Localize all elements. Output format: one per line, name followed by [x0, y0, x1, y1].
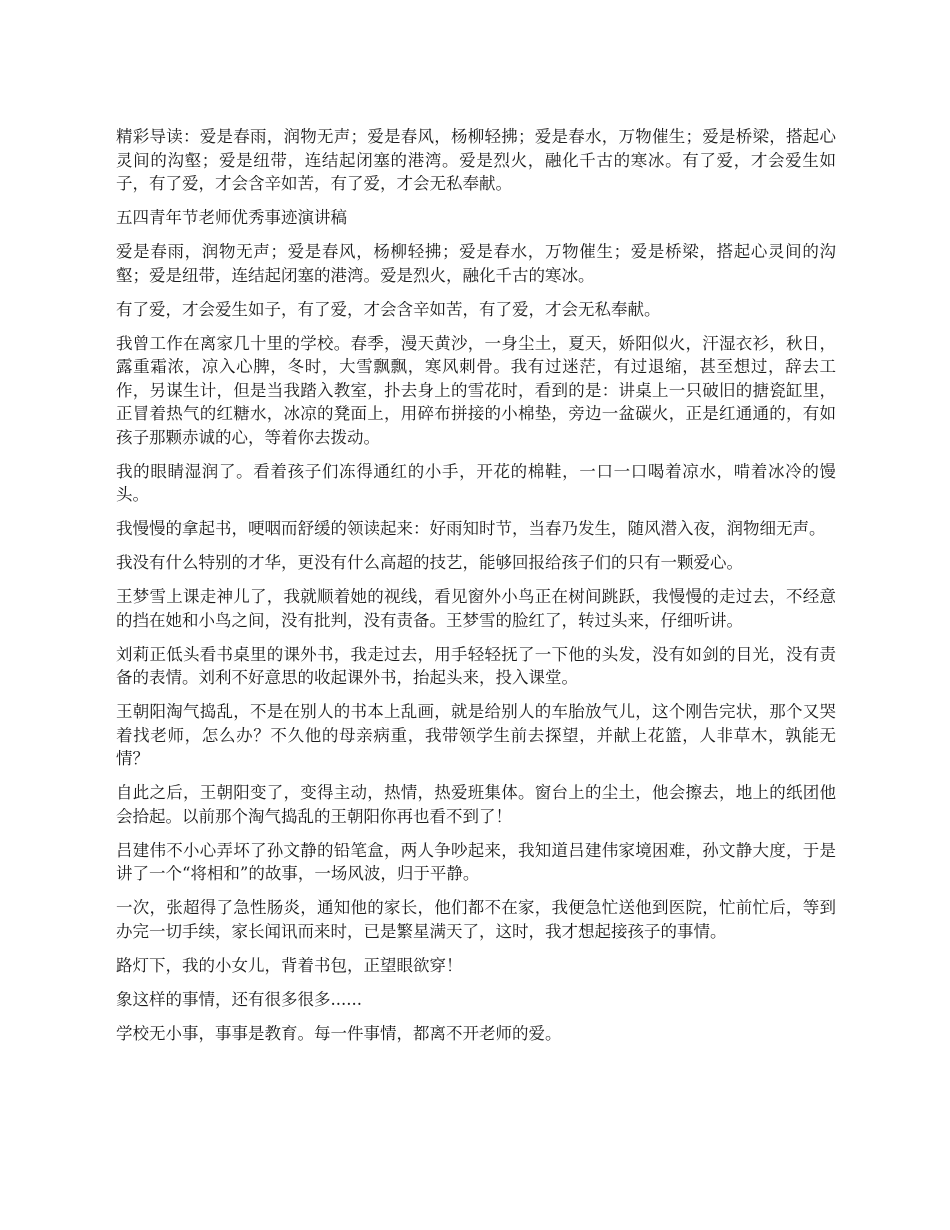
body-paragraph: 路灯下，我的小女儿，背着书包，正望眼欲穿！ [116, 955, 463, 975]
body-paragraph: 王梦雪上课走神儿了，我就顺着她的视线，看见窗外小鸟正在树间跳跃，我慢慢的走过去，不经意的挡在她和小鸟之间，没有批判，没有责备。王梦雪的脸红了，转过头来，仔细听讲。 [116, 587, 836, 630]
document-title: 五四青年节老师优秀事迹演讲稿 [116, 208, 347, 227]
intro-paragraph: 精彩导读：爱是春雨，润物无声；爱是春风，杨柳轻拂；爱是春水，万物催生；爱是桥梁，搭起心灵间的沟壑；爱是纽带，连结起闭塞的港湾。爱是烈火，融化千古的寒冰。有了爱，才会爱生如子，有了爱，才会含辛如苦，有了爱，才会无私奉献。 [116, 127, 836, 193]
body-paragraph: 刘莉正低头看书桌里的课外书，我走过去，用手轻轻抚了一下他的头发，没有如剑的目光，没有责备的表情。刘利不好意思的收起课外书，抬起头来，投入课堂。 [116, 644, 836, 687]
body-paragraph: 我慢慢的拿起书，哽咽而舒缓的领读起来：好雨知时节，当春乃发生，随风潜入夜，润物细无声。 [116, 519, 826, 538]
body-paragraph: 学校无小事，事事是教育。每一件事情，都离不开老师的爱。 [116, 1023, 562, 1043]
body-paragraph: 我没有什么特别的才华，更没有什么高超的技艺，能够回报给孩子们的只有一颗爱心。 [116, 553, 743, 572]
body-paragraph: 自此之后，王朝阳变了，变得主动，热情，热爱班集体。窗台上的尘土，他会擦去，地上的纸团他会拾起。以前那个淘气捣乱的王朝阳你再也看不到了！ [116, 783, 836, 826]
body-paragraph: 一次，张超得了急性肠炎，通知他的家长，他们都不在家，我便急忙送他到医院，忙前忙后，等到办完一切手续，家长闻讯而来时，已是繁星满天了，这时，我才想起接孩子的事情。 [116, 898, 836, 941]
body-paragraph: 有了爱，才会爱生如子，有了爱，才会含辛如苦，有了爱，才会无私奉献。 [116, 299, 661, 319]
body-paragraph: 王朝阳淘气捣乱，不是在别人的书本上乱画，就是给别人的车胎放气儿，这个刚告完状，那个又哭着找老师，怎么办？不久他的母亲病重，我带领学生前去探望，并献上花篮，人非草木，孰能无情？ [116, 702, 836, 768]
body-paragraph: 我的眼睛湿润了。看着孩子们冻得通红的小手，开花的棉鞋，一口一口喝着凉水，啃着冰冷的馒头。 [116, 461, 836, 504]
body-paragraph: 象这样的事情，还有很多很多...... [116, 989, 362, 1009]
body-paragraph: 爱是春雨，润物无声；爱是春风，杨柳轻拂；爱是春水，万物催生；爱是桥梁，搭起心灵间的沟壑；爱是纽带，连结起闭塞的港湾。爱是烈火，融化千古的寒冰。 [116, 242, 836, 285]
document-body [116, 125, 836, 1056]
body-paragraph: 吕建伟不小心弄坏了孙文静的铅笔盒，两人争吵起来，我知道吕建伟家境困难，孙文静大度，于是讲了一个“将相和”的故事，一场风波，归于平静。 [116, 840, 836, 883]
body-paragraph: 我曾工作在离家几十里的学校。春季，漫天黄沙，一身尘土，夏天，娇阳似火，汗湿衣衫，秋日，露重霜浓，凉入心脾，冬时，大雪飘飘，寒风刺骨。我有过迷茫，有过退缩，甚至想过，辞去工作，另谋生计，但是当我踏入教室，扑去身上的雪花时，看到的是：讲桌上一只破旧的搪瓷缸里，正冒着热气的红糖水，冰凉的凳面上，用碎布拼接的小棉垫，旁边一盆碳火，正是红通通的，有如孩子那颗赤诚的心，等着你去拨动。 [116, 333, 836, 447]
